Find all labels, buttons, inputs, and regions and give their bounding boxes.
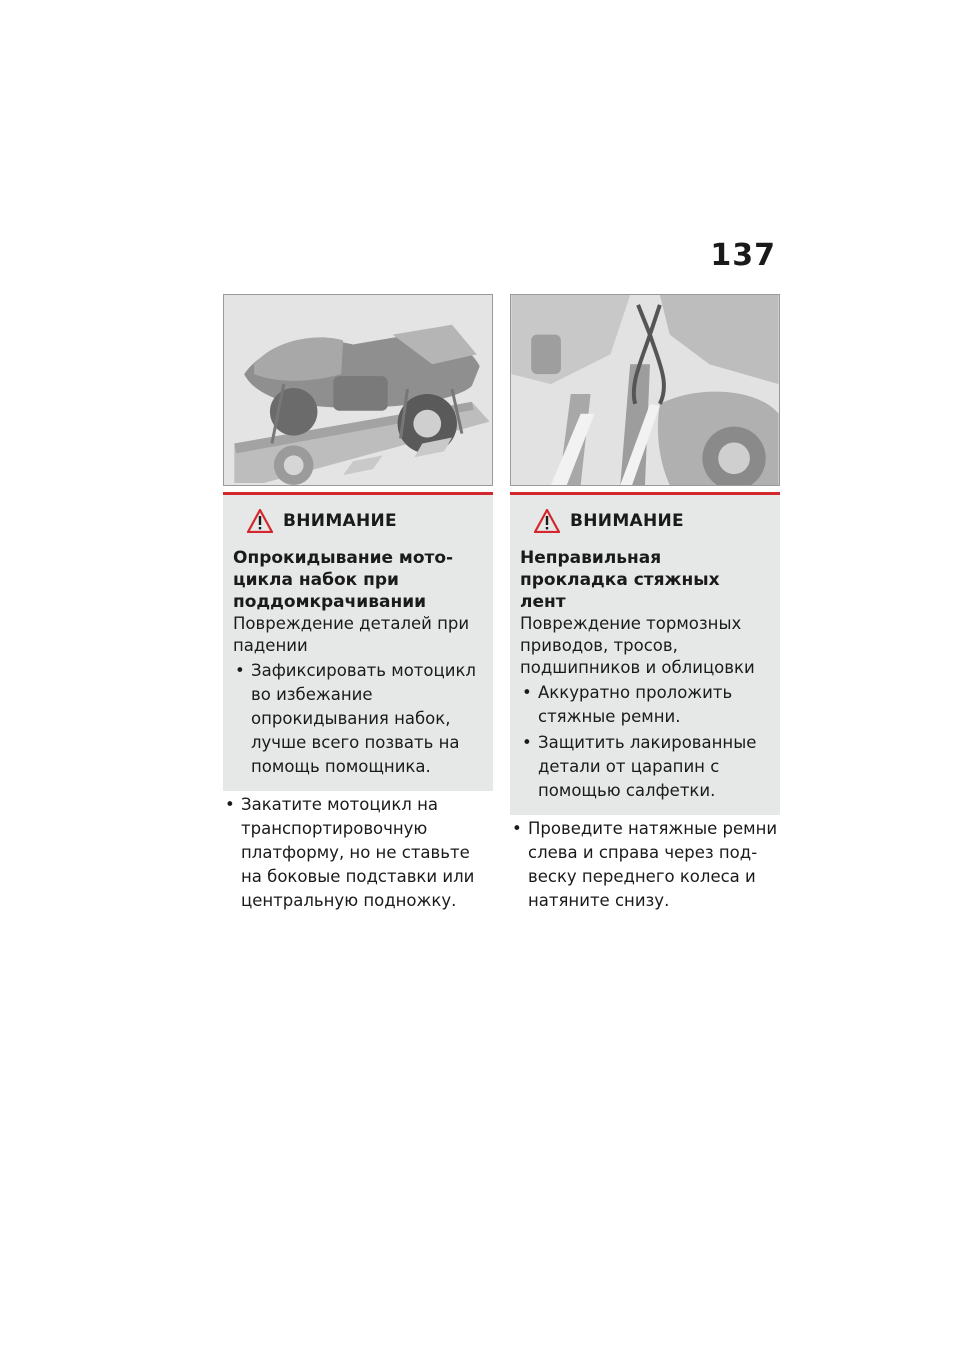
warning-header bbox=[247, 509, 483, 533]
left-column bbox=[223, 294, 493, 913]
warning-title: ВНИМАНИЕ bbox=[283, 511, 397, 531]
motorcycle-on-trailer-figure bbox=[223, 294, 493, 486]
warning-triangle-icon bbox=[247, 509, 273, 533]
warning-measures bbox=[520, 681, 770, 803]
motorcycle-trailer-illustration bbox=[224, 295, 492, 485]
instruction-step: • Закатите мотоцикл на транспортировочную платформу, но не ставьте на боковые подставки или центральную подножку. bbox=[223, 793, 493, 913]
warning-consequence: Повреждение тормозных приводов, тросов, подшипников и облицовки bbox=[520, 614, 755, 677]
warning-triangle-icon bbox=[534, 509, 560, 533]
warning-header bbox=[534, 509, 770, 533]
instruction-steps bbox=[223, 793, 493, 913]
warning-measures bbox=[233, 659, 483, 779]
warning-box-tipping bbox=[223, 492, 493, 791]
warning-consequence: Повреждение деталей при падении bbox=[233, 614, 470, 655]
front-wheel-strap-figure bbox=[510, 294, 780, 486]
warning-title: ВНИМАНИЕ bbox=[570, 511, 684, 531]
warning-box-straps bbox=[510, 492, 780, 815]
page-number: 137 bbox=[710, 238, 776, 273]
warning-measure-item: • Защитить лакированные детали от царапин с помощью салфетки. bbox=[520, 731, 770, 803]
warning-measure-item: • Зафиксировать мотоцикл во избежание опрокидывания набок, лучше всего позвать на помощь помощника. bbox=[233, 659, 483, 779]
front-fork-strap-illustration bbox=[511, 295, 779, 485]
right-column bbox=[510, 294, 780, 913]
warning-measure-item: • Аккуратно проложить стяжные ремни. bbox=[520, 681, 770, 729]
instruction-step: • Проведите натяжные ремни слева и справа через подвеску переднего колеса и натяните снизу. bbox=[510, 817, 780, 913]
warning-subject: Неправильная прокладка стяжных лент bbox=[520, 548, 720, 612]
warning-subject: Опрокидывание мотоцикла набок при поддомкрачивании bbox=[233, 548, 454, 612]
instruction-steps bbox=[510, 817, 780, 913]
